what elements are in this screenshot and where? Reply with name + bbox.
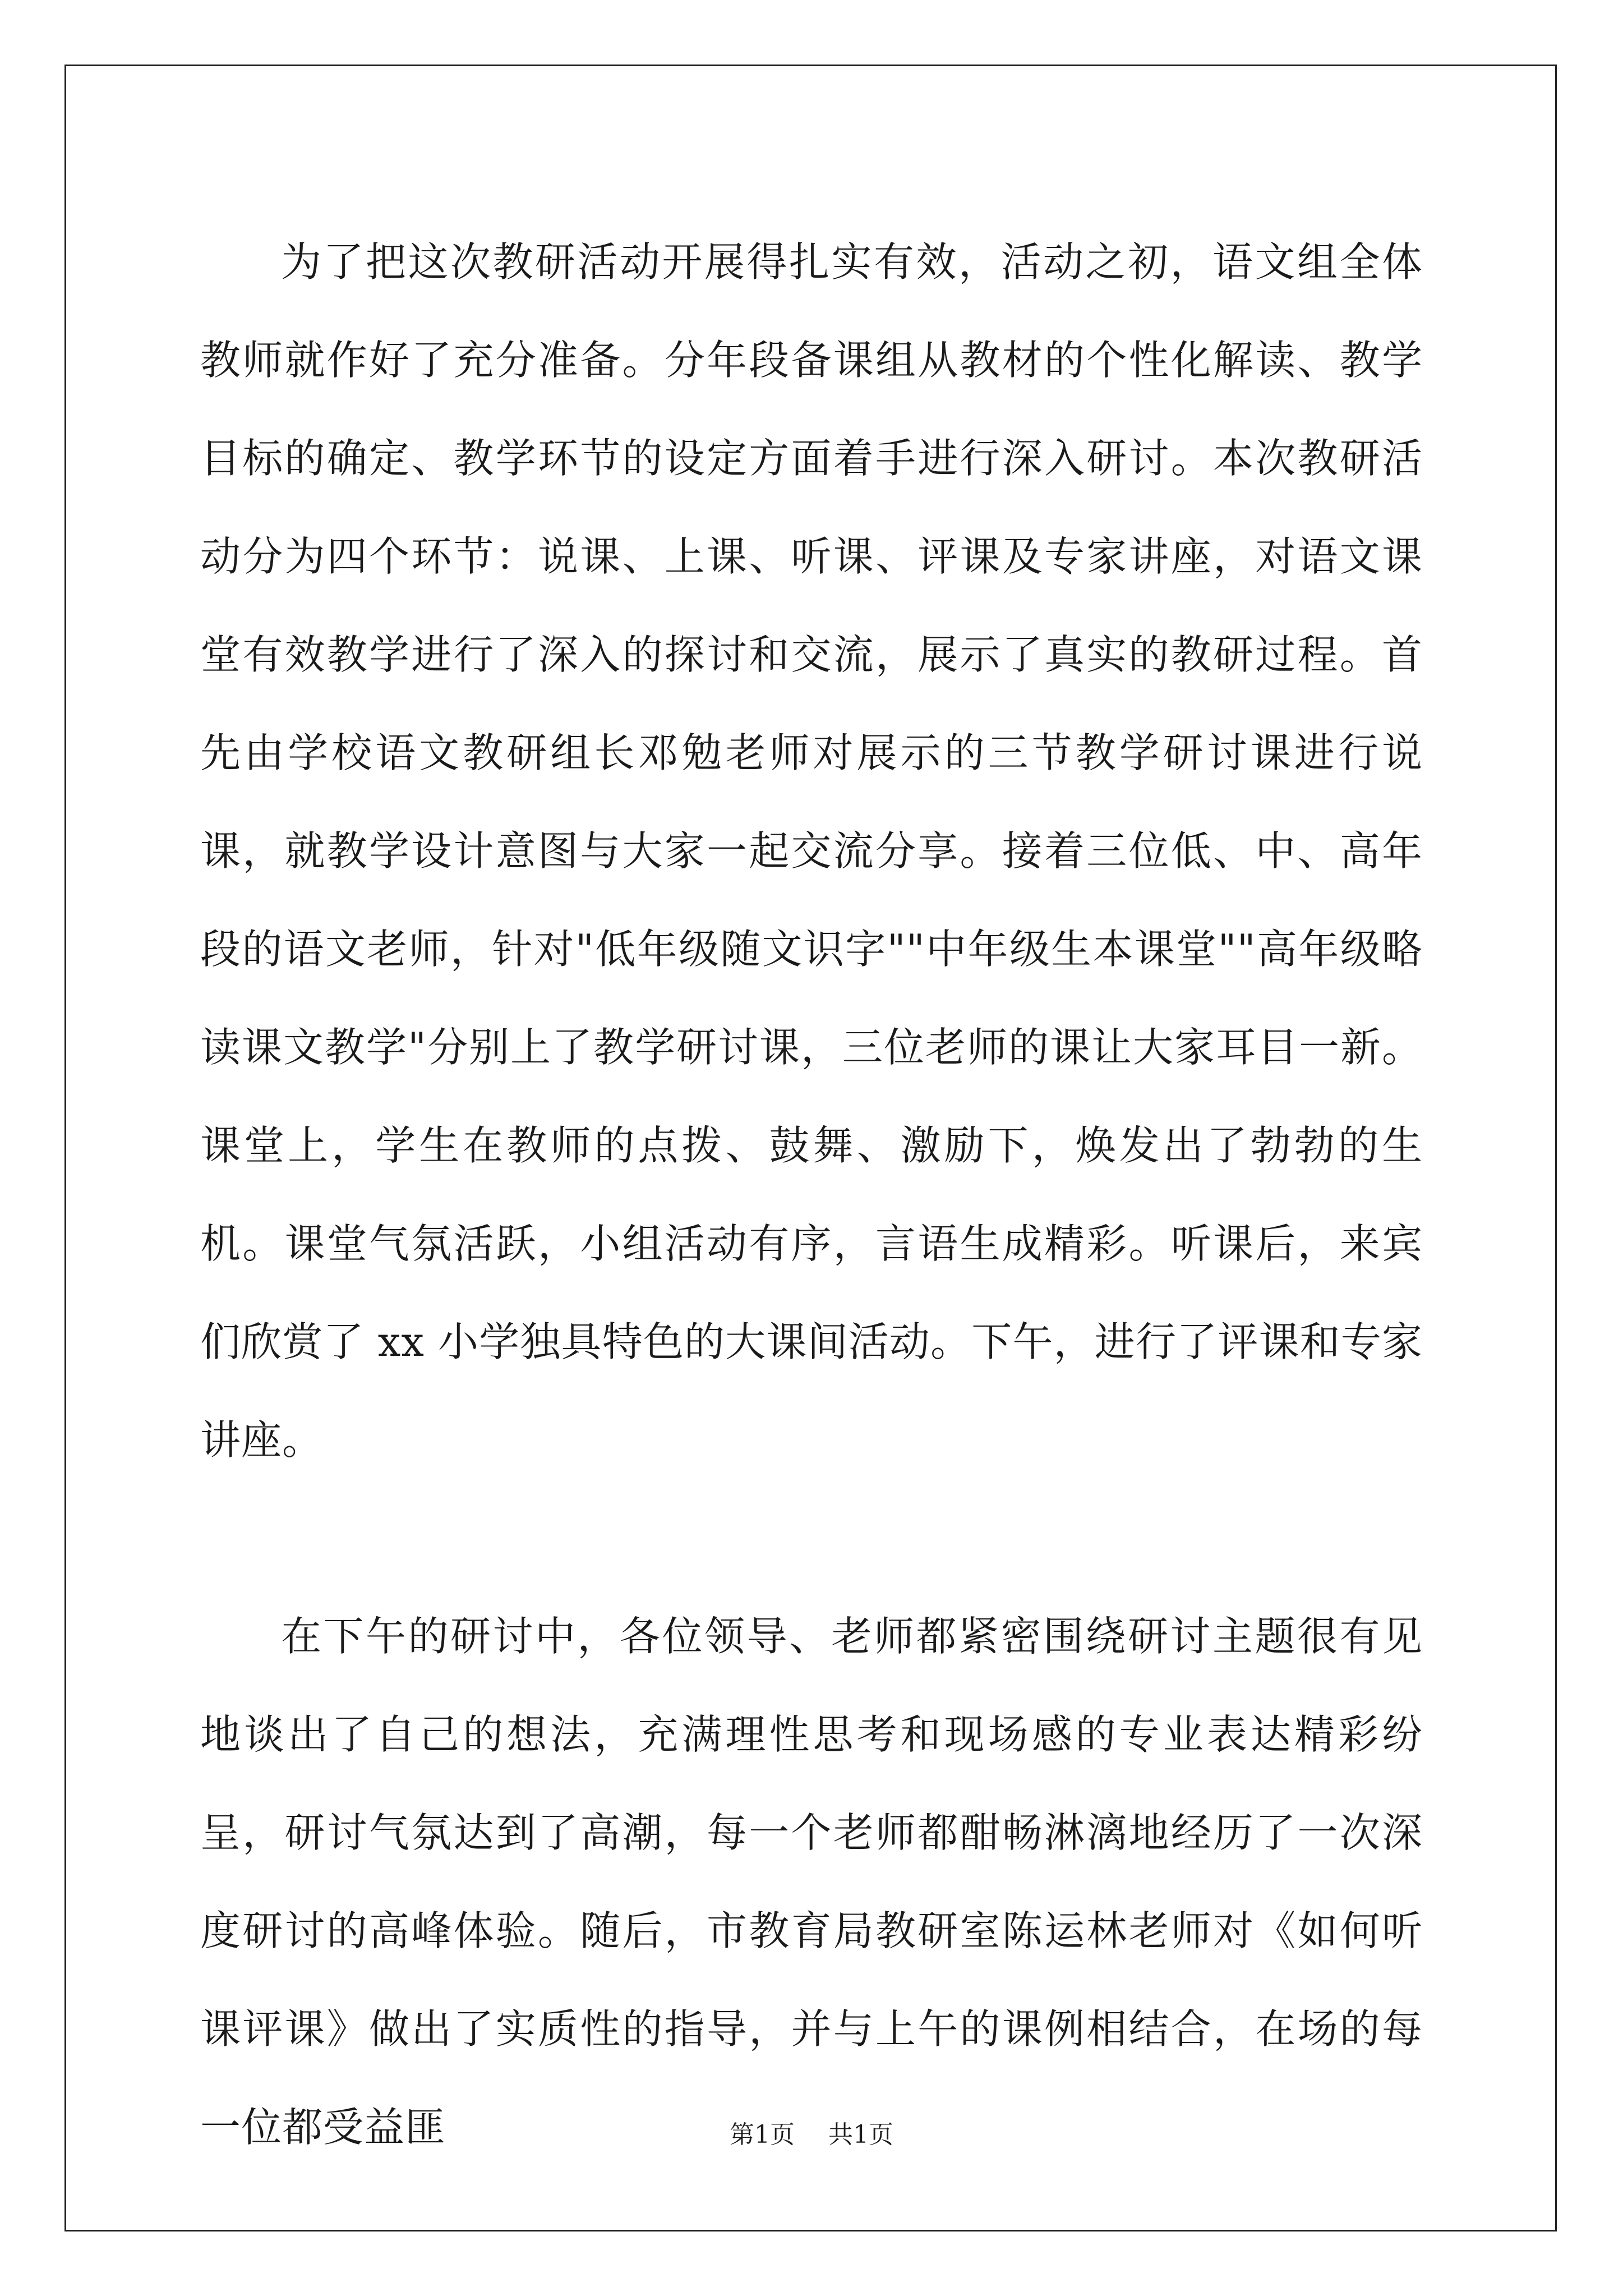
page-number: 第1页 [730,2120,795,2149]
page-total: 共1页 [828,2120,893,2149]
paragraph: 在下午的研讨中，各位领导、老师都紧密围绕研讨主题很有见地谈出了自己的想法，充满理性思考和现场感的专业表达精彩纷呈，研讨气氛达到了高潮，每一个老师都酣畅淋漓地经历了一次深度研讨的高峰体验。随后，市教育局教研室陈运林老师对《如何听课评课》做出了实质性的指导，并与上午的课例相结合，在场的每一位都受益匪 [200,1613,1423,2151]
paragraph: 为了把这次教研活动开展得扎实有效，活动之初，语文组全体教师就作好了充分准备。分年段备课组从教材的个性化解读、教学目标的确定、教学环节的设定方面着手进行深入研讨。本次教研活动分为四个环节：说课、上课、听课、评课及专家讲座，对语文课堂有效教学进行了深入的探讨和交流，展示了真实的教研过程。首先由学校语文教研组长邓勉老师对展示的三节教学研讨课进行说课，就教学设计意图与大家一起交流分享。接着三位低、中、高年段的语文老师，针对"低年级随文识字""中年级生本课堂""高年级略读课文教学"分别上了教学研讨课，三位老师的课让大家耳目一新。课堂上，学生在教师的点拨、鼓舞、激励下，焕发出了勃勃的生机。课堂气氛活跃，小组活动有序，言语生成精彩。听课后，来宾们欣赏了 xx 小学独具特色的大课间活动。下午，进行了评课和专家讲座。 [200,238,1423,1464]
page-footer [0,2118,1623,2152]
